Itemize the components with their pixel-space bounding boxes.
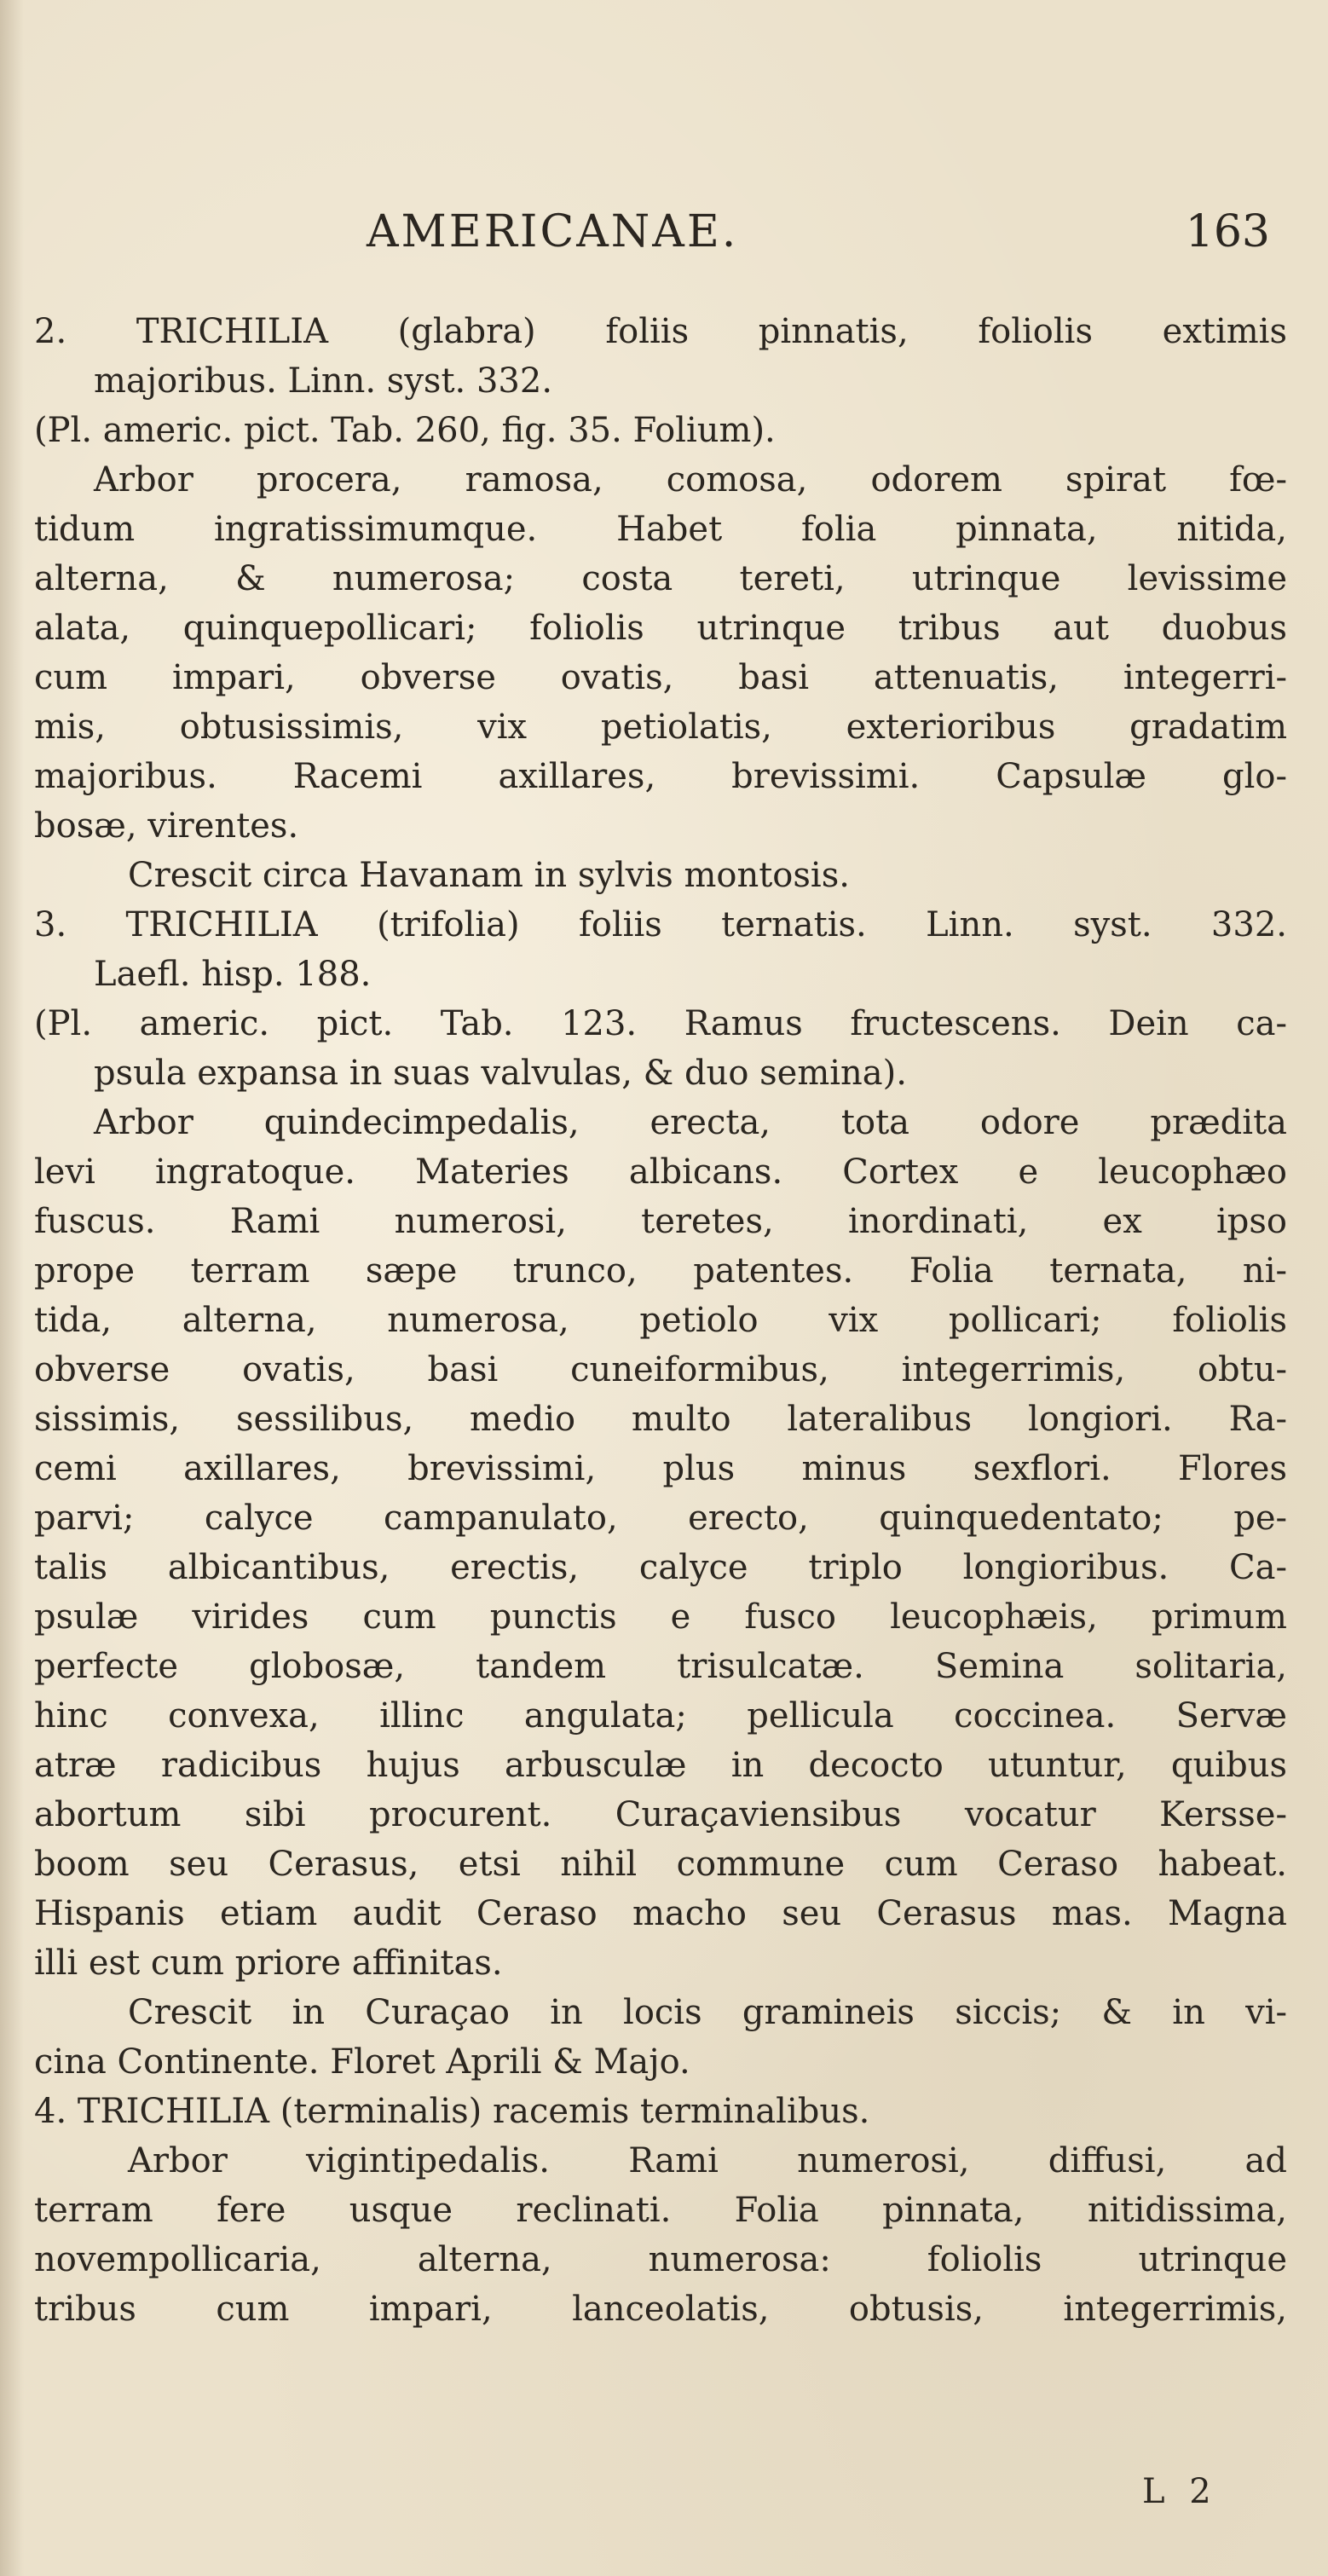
text-line: hinc convexa, illinc angulata; pellicula coccinea. Servæ [34, 1696, 1287, 1736]
text-line: mis, obtusissimis, vix petiolatis, exterioribus gradatim [34, 708, 1287, 747]
text-line: Arbor procera, ramosa, comosa, odorem spirat fœ- [94, 460, 1287, 500]
text-line: atræ radicibus hujus arbusculæ in decocto utuntur, quibus [34, 1746, 1287, 1785]
text-line: 4. TRICHILIA (terminalis) racemis terminalibus. [34, 2092, 870, 2131]
text-line: Crescit in Curaçao in locis gramineis siccis; & in vi- [128, 1993, 1287, 2032]
text-line: Hispanis etiam audit Ceraso macho seu Cerasus mas. Magna [34, 1894, 1287, 1933]
text-line: perfecte globosæ, tandem trisulcatæ. Semina solitaria, [34, 1647, 1287, 1686]
text-line: bosæ, virentes. [34, 806, 299, 846]
text-line: novempollicaria, alterna, numerosa: foliolis utrinque [34, 2240, 1287, 2279]
running-head: AMERICANAE. [367, 206, 739, 257]
text-line: talis albicantibus, erectis, calyce triplo longioribus. Ca- [34, 1548, 1287, 1587]
text-line: Arbor vigintipedalis. Rami numerosi, diffusi, ad [128, 2141, 1287, 2180]
text-line: terram fere usque reclinati. Folia pinnata, nitidissima, [34, 2191, 1287, 2230]
text-line: alata, quinquepollicari; foliolis utrinque tribus aut duobus [34, 609, 1287, 648]
text-line: psulæ virides cum punctis e fusco leucophæis, primum [34, 1597, 1287, 1637]
text-line: (Pl. americ. pict. Tab. 260, fig. 35. Folium). [34, 411, 776, 450]
text-line: sissimis, sessilibus, medio multo lateralibus longiori. Ra- [34, 1400, 1287, 1439]
text-line: boom seu Cerasus, etsi nihil commune cum Ceraso habeat. [34, 1845, 1287, 1884]
text-line: prope terram sæpe trunco, patentes. Folia ternata, ni- [34, 1251, 1287, 1291]
text-line: Crescit circa Havanam in sylvis montosis. [128, 856, 850, 895]
text-line: psula expansa in suas valvulas, & duo semina). [94, 1054, 907, 1093]
text-line: obverse ovatis, basi cuneiformibus, integerrimis, obtu- [34, 1350, 1287, 1389]
text-line: fuscus. Rami numerosi, teretes, inordinati, ex ipso [34, 1202, 1287, 1241]
text-line: abortum sibi procurent. Curaçaviensibus vocatur Kersse- [34, 1795, 1287, 1834]
text-line: parvi; calyce campanulato, erecto, quinquedentato; pe- [34, 1499, 1287, 1538]
text-line: cemi axillares, brevissimi, plus minus sexflori. Flores [34, 1449, 1287, 1488]
text-line: tribus cum impari, lanceolatis, obtusis, integerrimis, [34, 2290, 1287, 2329]
text-line: majoribus. Linn. syst. 332. [94, 361, 553, 401]
signature-mark: L 2 [1142, 2472, 1218, 2511]
text-line: majoribus. Racemi axillares, brevissimi. Capsulæ glo- [34, 757, 1287, 796]
text-line: cum impari, obverse ovatis, basi attenuatis, integerri- [34, 658, 1287, 697]
text-line: levi ingratoque. Materies albicans. Cortex e leucophæo [34, 1152, 1287, 1192]
text-line: cina Continente. Floret Aprili & Majo. [34, 2042, 690, 2082]
body-text [34, 307, 1287, 2334]
text-line: Laefl. hisp. 188. [94, 955, 372, 994]
text-line: (Pl. americ. pict. Tab. 123. Ramus fructescens. Dein ca- [34, 1004, 1287, 1043]
text-line: Arbor quindecimpedalis, erecta, tota odore prædita [94, 1103, 1287, 1142]
text-line: 3. TRICHILIA (trifolia) foliis ternatis. Linn. syst. 332. [34, 905, 1287, 944]
text-line: tida, alterna, numerosa, petiolo vix pollicari; foliolis [34, 1301, 1287, 1340]
binding-shadow [0, 0, 24, 2576]
text-line: illi est cum priore affinitas. [34, 1944, 503, 1983]
text-line: tidum ingratissimumque. Habet folia pinnata, nitida, [34, 510, 1287, 549]
page-header [367, 206, 1270, 266]
text-line: 2. TRICHILIA (glabra) foliis pinnatis, foliolis extimis [34, 312, 1287, 351]
text-line: alterna, & numerosa; costa tereti, utrinque levissime [34, 559, 1287, 598]
page-number: 163 [1185, 206, 1270, 257]
